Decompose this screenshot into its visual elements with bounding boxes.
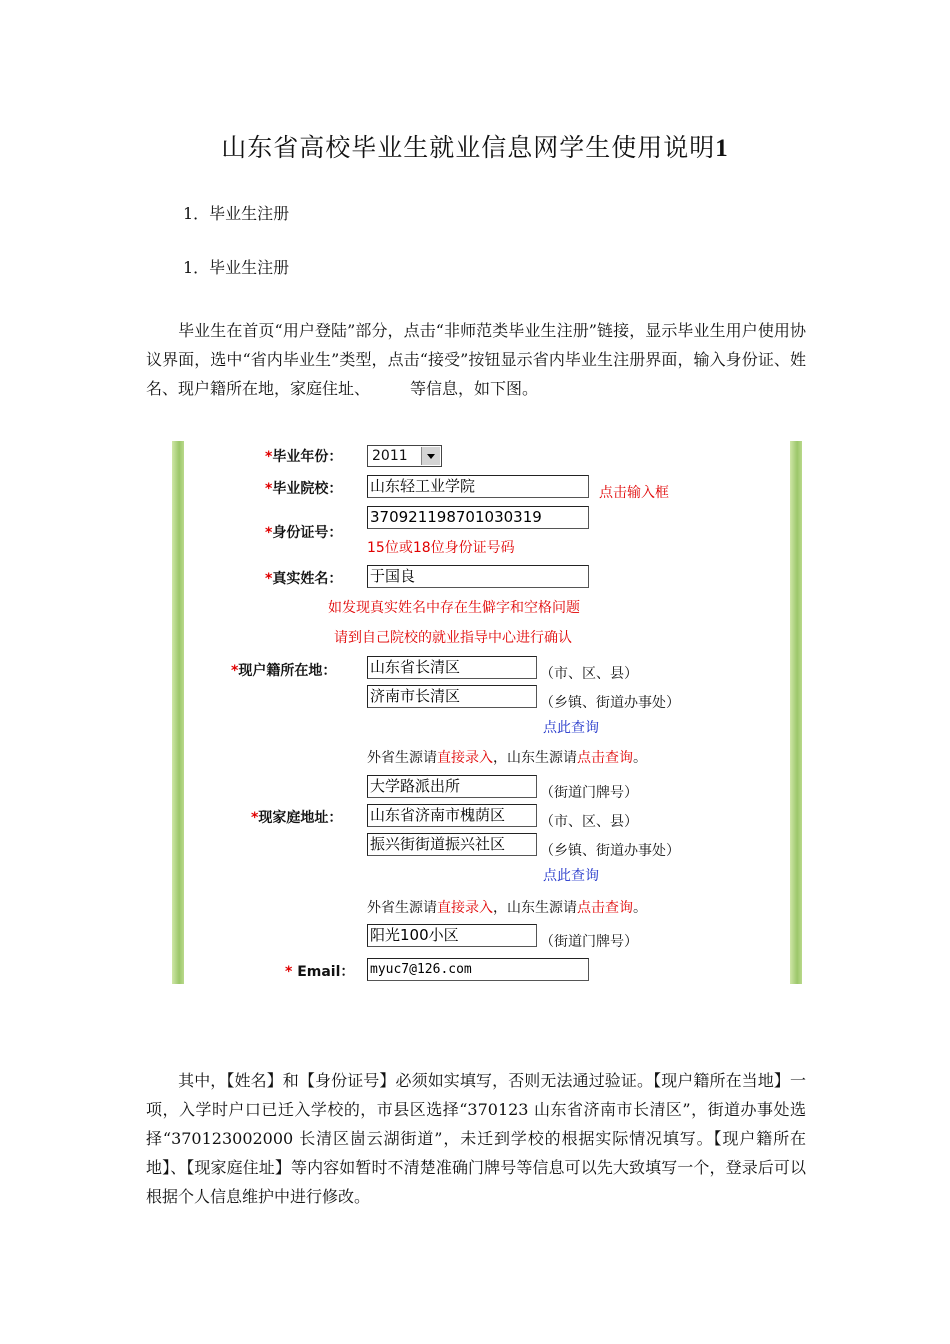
home-detail-unit: （街道门牌号） [540,934,638,950]
id-number-hint: 15位或18位身份证号码 [367,540,515,556]
real-name-label: *真实姓名： [265,571,343,587]
home-county-unit: （市、区、县） [540,814,638,830]
hukou-street-unit: （乡镇、街道办事处） [540,695,680,711]
name-hint-2: 请到自己院校的就业指导中心进行确认 [334,630,572,646]
home-query-link[interactable]: 点此查询 [543,868,599,884]
email-label: * Email： [285,964,355,980]
hukou-county-unit: （市、区、县） [540,666,638,682]
school-hint: 点击输入框 [599,485,669,501]
name-hint-1: 如发现真实姓名中存在生僻字和空格问题 [328,600,580,616]
email-input[interactable]: myuc7@126.com [367,958,589,981]
graduation-year-select[interactable]: 2011 [367,445,442,467]
hukou-label: *现户籍所在地： [231,663,337,679]
hukou-street-input[interactable]: 济南市长清区 [367,685,537,708]
school-input[interactable]: 山东轻工业学院 [367,475,589,498]
home-street-input[interactable]: 振兴街街道振兴社区 [367,833,537,856]
section-heading-2: 1．毕业生注册 [183,258,290,277]
hukou-county-input[interactable]: 山东省长清区 [367,656,537,679]
home-detail-input[interactable]: 阳光100小区 [367,924,537,947]
document-title: 山东省高校毕业生就业信息网学生使用说明1 [221,133,729,162]
hukou-source-tip: 外省生源请直接录入，山东生源请点击查询。 [367,750,647,766]
form-left-border [172,441,184,984]
section-heading-1: 1．毕业生注册 [183,204,290,223]
home-street-unit: （乡镇、街道办事处） [540,843,680,859]
school-label: *毕业院校： [265,481,343,497]
home-source-tip: 外省生源请直接录入，山东生源请点击查询。 [367,900,647,916]
registration-form-screenshot [172,441,802,984]
chevron-down-icon[interactable] [421,447,440,465]
graduation-year-label: *毕业年份： [265,449,343,465]
home-county-input[interactable]: 山东省济南市槐荫区 [367,804,537,827]
home-house-input[interactable]: 大学路派出所 [367,775,537,798]
home-address-label: *现家庭地址： [251,810,343,826]
id-number-input[interactable]: 370921198701030319 [367,506,589,529]
form-right-border [790,441,802,984]
real-name-input[interactable]: 于国良 [367,565,589,588]
notes-paragraph: 其中，【姓名】和【身份证号】必须如实填写，否则无法通过验证。【现户籍所在当地】一项，入学时户口已迁入学校的，市县区选择“370123 山东省济南市长清区”，街道办事处选择“370123002000 长清区崮云湖街道”，未迁到学校的根据实际情况填写。【现户籍所在地】、【现家庭住址】等内容如暂时不清楚准确门牌号等信息可以先大致填写一个，登录后可以根据个人信息维护中进行修改。 [146,1071,806,1206]
title-number: 1 [715,135,729,162]
hukou-query-link[interactable]: 点此查询 [543,720,599,736]
intro-paragraph: 毕业生在首页“用户登陆”部分，点击“非师范类毕业生注册”链接，显示毕业生用户使用协议界面，选中“省内毕业生”类型，点击“接受”按钮显示省内毕业生注册界面，输入身份证、姓名、现户籍所在地，家庭住址、 等信息，如下图。 [146,321,806,398]
id-number-label: *身份证号： [265,525,343,541]
home-house-unit: （街道门牌号） [540,785,638,801]
